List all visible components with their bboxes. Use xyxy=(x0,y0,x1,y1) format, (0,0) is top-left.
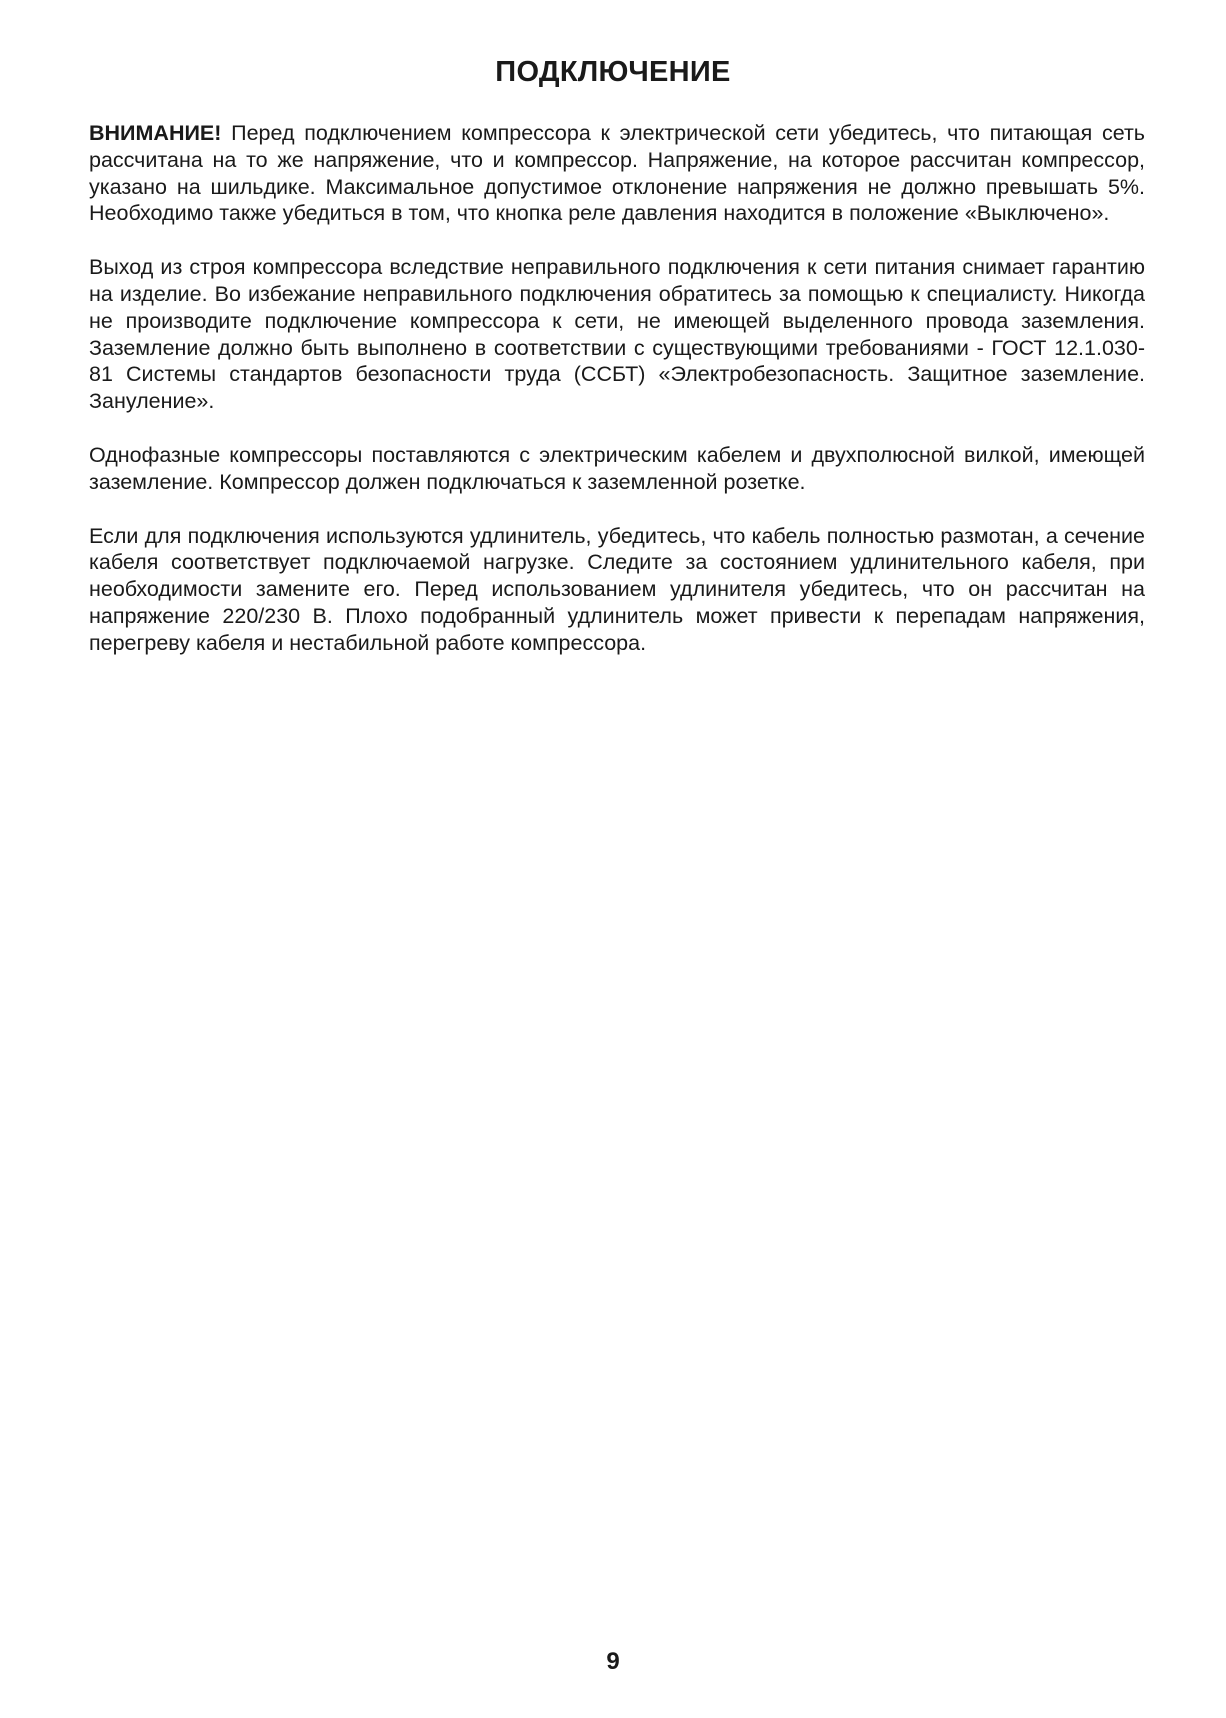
paragraph-warning xyxy=(89,120,1145,227)
document-body xyxy=(89,120,1145,684)
paragraph-warranty: Выход из строя компрессора вследствие неправильного подключения к сети питания снимает гарантию на изделие. Во избежание неправильного подключения обратитесь за помощью к специалисту. Никогда не производите подключение компрессора к сети, не имеющей выделенного провода заземления. Заземление должно быть выполнено в соответствии с существующими требованиями - ГОСТ 12.1.030-81 Системы стандартов безопасности труда (ССБТ) «Электробезопасность. Защитное заземление. Зануление». xyxy=(89,255,1145,414)
paragraph-text: Перед подключением компрессора к электрической сети убедитесь, что питающая сеть рассчитана на то же напряжение, что и компрессор. Напряжение, на которое рассчитан компрессор, указано на шильдике. Максимальное допустимое отклонение напряжения не должно превышать 5%. Необходимо также убедиться в том, что кнопка реле давления находится в положение «Выключено». xyxy=(89,121,1145,226)
warning-label: ВНИМАНИЕ! xyxy=(89,121,222,145)
page-title: ПОДКЛЮЧЕНИЕ xyxy=(495,56,731,88)
paragraph-extension-cord: Если для подключения используются удлинитель, убедитесь, что кабель полностью размотан, а сечение кабеля соответствует подключаемой нагрузке. Следите за состоянием удлинительного кабеля, при необходимости замените его. Перед использованием удлинителя убедитесь, что он рассчитан на напряжение 220/230 В. Плохо подобранный удлинитель может привести к перепадам напряжения, перегреву кабеля и нестабильной работе компрессора. xyxy=(89,523,1145,655)
paragraph-single-phase: Однофазные компрессоры поставляются с электрическим кабелем и двухполюсной вилкой, имеющей заземление. Компрессор должен подключаться к заземленной розетке. xyxy=(89,442,1145,494)
page-number: 9 xyxy=(606,1648,620,1675)
